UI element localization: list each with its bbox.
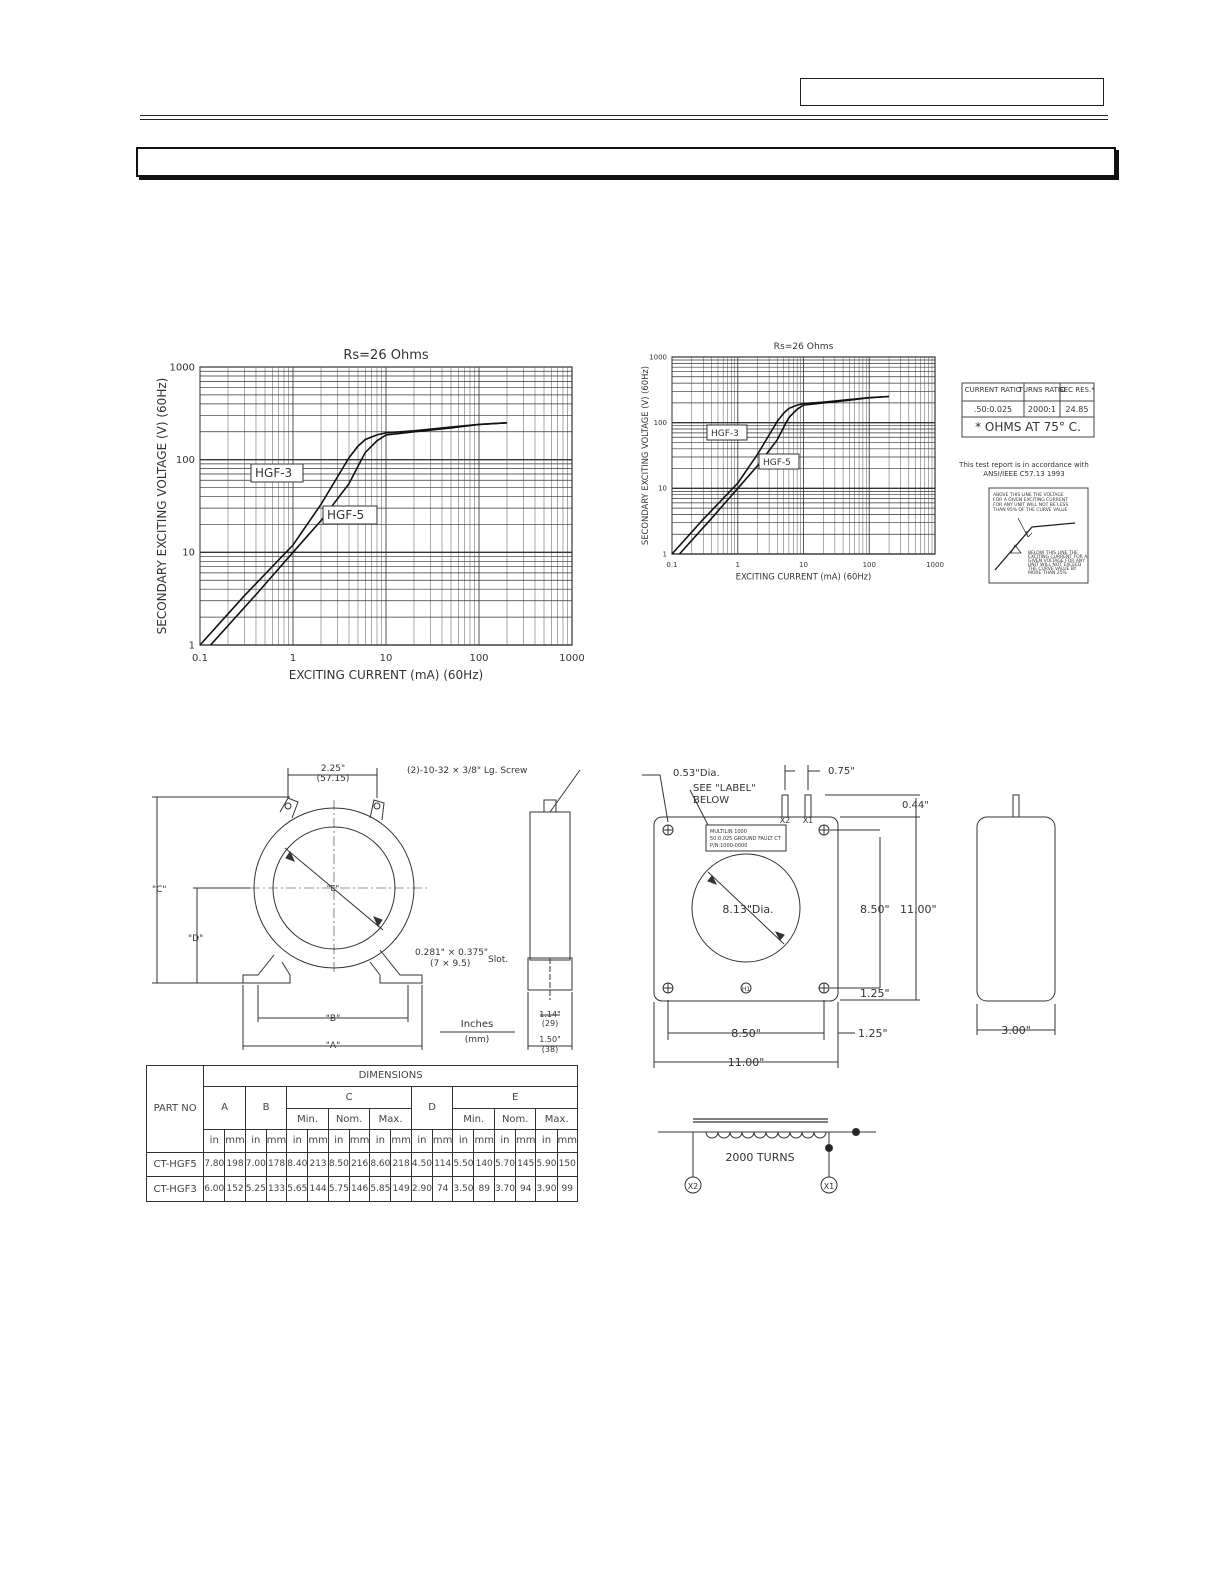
side-dim1: 1.14": [539, 1010, 561, 1019]
label-e: "E": [326, 884, 340, 893]
svg-text:EXCITING CURRENT FOR A: EXCITING CURRENT FOR A: [1028, 555, 1088, 560]
see-label: SEE "LABEL": [693, 783, 756, 794]
bore-dia: 8.13"Dia.: [722, 903, 774, 916]
value-cell: 8.50: [328, 1152, 349, 1177]
value-cell: 8.40: [287, 1152, 308, 1177]
turns-label: 2000 TURNS: [725, 1151, 795, 1164]
value-cell: 5.25: [245, 1177, 266, 1202]
series-annotation-label: HGF-5: [763, 457, 791, 468]
ratio-header-turns: TURNS RATIO: [1018, 386, 1066, 394]
ratio-value-current: .50:0.025: [973, 405, 1013, 414]
unit-mm-cell: mm: [432, 1129, 452, 1152]
svg-text:ABOVE THIS LINE THE VOLTAGE: ABOVE THIS LINE THE VOLTAGE: [993, 493, 1064, 498]
col-c-nom: Nom.: [328, 1109, 370, 1130]
x-axis-label: EXCITING CURRENT (mA) (60Hz): [735, 571, 872, 582]
excitation-chart-main: [155, 348, 585, 682]
terminal-x1: X1: [802, 816, 814, 825]
unit-in-cell: in: [287, 1129, 308, 1152]
col-e-nom: Nom.: [494, 1109, 536, 1130]
value-cell: 5.70: [494, 1152, 515, 1177]
y-tick-label: 1000: [169, 362, 195, 374]
part-no-header: PART NO: [147, 1066, 204, 1153]
ratio-header-current: CURRENT RATIO: [964, 386, 1022, 394]
value-cell: 5.85: [370, 1177, 391, 1202]
dim-width: 2.25": [320, 764, 346, 774]
y-tick-label: 10: [182, 547, 195, 559]
value-cell: 99: [557, 1177, 577, 1202]
series-annotation-label: HGF-3: [711, 428, 739, 439]
unit-mm-cell: mm: [515, 1129, 535, 1152]
value-cell: 89: [474, 1177, 494, 1202]
col-e-min: Min.: [453, 1109, 495, 1130]
value-cell: 3.50: [453, 1177, 474, 1202]
value-cell: 216: [349, 1152, 369, 1177]
chart-title: Rs=26 Ohms: [343, 348, 429, 363]
table-row: [147, 1152, 578, 1177]
unit-in-cell: in: [494, 1129, 515, 1152]
value-cell: 6.00: [204, 1177, 225, 1202]
x-tick-label: 100: [469, 653, 489, 664]
value-cell: 7.00: [245, 1152, 266, 1177]
y-tick-label: 10: [658, 484, 667, 493]
value-cell: 145: [515, 1152, 535, 1177]
svg-text:FOR A GIVEN EXCITING CURRENT: FOR A GIVEN EXCITING CURRENT: [993, 498, 1068, 503]
value-cell: 7.80: [204, 1152, 225, 1177]
drawing-hgf-front: [152, 768, 580, 1050]
dim-850-v: 8.50": [860, 903, 890, 916]
units-mm: (mm): [464, 1035, 490, 1045]
unit-mm-cell: mm: [266, 1129, 286, 1152]
side-dim2: 1.50": [539, 1035, 561, 1044]
h1-mark: H1: [741, 986, 751, 993]
unit-in-cell: in: [536, 1129, 557, 1152]
value-cell: 3.70: [494, 1177, 515, 1202]
value-cell: 152: [225, 1177, 245, 1202]
y-tick-label: 1: [662, 550, 667, 559]
side-dim2-mm: (38): [541, 1045, 559, 1054]
series-annotation-label: HGF-5: [327, 507, 365, 522]
svg-text:UNIT WILL NOT EXCEED: UNIT WILL NOT EXCEED: [1028, 563, 1082, 568]
x-tick-label: 1: [289, 653, 297, 664]
screw-note: (2)-10-32 × 3/8" Lg. Screw: [407, 766, 528, 776]
series-line-hgf-3: [672, 397, 889, 555]
x-tick-label: 1000: [926, 561, 944, 569]
see-label-below: BELOW: [693, 795, 730, 806]
side-dim1-mm: (29): [541, 1019, 559, 1028]
value-cell: 5.65: [287, 1177, 308, 1202]
value-cell: 133: [266, 1177, 286, 1202]
unit-mm-cell: mm: [349, 1129, 369, 1152]
hole-dia: 0.53"Dia.: [673, 768, 720, 779]
series-line-hgf-5: [680, 397, 890, 555]
value-cell: 140: [474, 1152, 494, 1177]
label-plate-1: MULTILIN 1000: [710, 829, 747, 835]
col-e-max: Max.: [536, 1109, 578, 1130]
svg-text:GIVEN VOLTAGE FOR ANY: GIVEN VOLTAGE FOR ANY: [1028, 559, 1086, 564]
unit-mm-cell: mm: [308, 1129, 328, 1152]
dim-044: 0.44": [902, 800, 929, 811]
label-c: "C": [152, 885, 167, 895]
dim-125-h: 1.25": [858, 1027, 888, 1040]
value-cell: 2.90: [411, 1177, 432, 1202]
value-cell: 3.90: [536, 1177, 557, 1202]
unit-in-cell: in: [328, 1129, 349, 1152]
col-c-min: Min.: [287, 1109, 329, 1130]
x-tick-label: 0.1: [666, 561, 678, 569]
value-cell: 4.50: [411, 1152, 432, 1177]
label-a: "A": [325, 1041, 341, 1051]
ratio-value-turns: 2000:1: [1027, 405, 1057, 414]
unit-mm-cell: mm: [474, 1129, 494, 1152]
chart-title: Rs=26 Ohms: [773, 342, 834, 352]
unit-in-cell: in: [370, 1129, 391, 1152]
value-cell: 146: [349, 1177, 369, 1202]
series-annotation-label: HGF-3: [255, 465, 293, 480]
value-cell: 94: [515, 1177, 535, 1202]
slot-note: 0.281" × 0.375": [415, 948, 489, 958]
unit-mm-cell: mm: [391, 1129, 411, 1152]
col-e: E: [453, 1086, 578, 1109]
series-line-hgf-3: [200, 423, 507, 645]
value-cell: 150: [557, 1152, 577, 1177]
schematic-x1: X1: [823, 1182, 835, 1191]
x-axis-label: EXCITING CURRENT (mA) (60Hz): [288, 668, 484, 682]
svg-text:FOR ANY UNIT WILL NOT BE LESS: FOR ANY UNIT WILL NOT BE LESS: [993, 503, 1069, 508]
dim-125-v: 1.25": [860, 987, 890, 1000]
y-tick-label: 100: [175, 455, 195, 466]
dim-width-mm: (57.15): [316, 774, 350, 784]
label-plate-2: 50:0.025 GROUND FAULT CT: [710, 836, 781, 842]
y-axis-label: SECONDARY EXCITING VOLTAGE (V) (60Hz): [155, 377, 169, 635]
dim-300: 3.00": [1001, 1024, 1031, 1037]
unit-mm-cell: mm: [225, 1129, 245, 1152]
units-inches: Inches: [460, 1019, 494, 1030]
col-c-max: Max.: [370, 1109, 412, 1130]
slot-mm: (7 × 9.5): [430, 959, 471, 969]
value-cell: 213: [308, 1152, 328, 1177]
value-cell: 178: [266, 1152, 286, 1177]
ratio-value-sec: 24.85: [1065, 405, 1089, 414]
tolerance-inset: [989, 488, 1088, 583]
series-line-hgf-5: [211, 423, 507, 645]
dimensions-table: [146, 1065, 578, 1202]
part-cell: CT-HGF5: [147, 1152, 204, 1177]
unit-mm-cell: mm: [557, 1129, 577, 1152]
ratio-footnote: * OHMS AT 75° C.: [975, 420, 1081, 434]
y-tick-label: 100: [653, 419, 667, 427]
value-cell: 218: [391, 1152, 411, 1177]
dimensions-title: DIMENSIONS: [204, 1066, 578, 1087]
col-d: D: [411, 1086, 453, 1129]
label-b: "B": [325, 1014, 341, 1024]
x-tick-label: 10: [379, 653, 393, 664]
svg-text:MORE THAN 25%: MORE THAN 25%: [1028, 571, 1067, 576]
x-tick-label: 1000: [559, 653, 585, 664]
compliance-note-1: This test report is in accordance with: [959, 461, 1089, 469]
svg-text:THAN 95% OF THE CURVE VALUE: THAN 95% OF THE CURVE VALUE: [993, 508, 1068, 513]
y-tick-label: 1000: [649, 353, 667, 362]
value-cell: 198: [225, 1152, 245, 1177]
x-tick-label: 0.1: [192, 653, 208, 664]
part-cell: CT-HGF3: [147, 1177, 204, 1202]
ratio-header-sec: SEC RES.*: [1059, 386, 1095, 394]
dim-1100-v: 11.00": [900, 903, 937, 916]
unit-in-cell: in: [411, 1129, 432, 1152]
label-plate-3: P/N:1000-0000: [710, 843, 748, 849]
value-cell: 5.50: [453, 1152, 474, 1177]
col-c: C: [287, 1086, 412, 1109]
y-tick-label: 1: [188, 640, 195, 652]
excitation-chart-small: [640, 342, 944, 582]
units-row: [147, 1129, 578, 1152]
value-cell: 5.75: [328, 1177, 349, 1202]
compliance-note-2: ANSI/IEEE C57.13 1993: [983, 470, 1065, 478]
value-cell: 114: [432, 1152, 452, 1177]
ratio-table: [962, 383, 1095, 437]
dim-850-h: 8.50": [731, 1027, 761, 1040]
value-cell: 149: [391, 1177, 411, 1202]
terminal-x2: X2: [779, 816, 791, 825]
unit-in-cell: in: [204, 1129, 225, 1152]
svg-text:THE CURVE VALUE BY: THE CURVE VALUE BY: [1028, 567, 1077, 572]
value-cell: 144: [308, 1177, 328, 1202]
schematic-x2: X2: [687, 1182, 699, 1191]
value-cell: 8.60: [370, 1152, 391, 1177]
x-tick-label: 100: [862, 561, 876, 569]
x-tick-label: 1: [735, 561, 740, 569]
table-row: [147, 1177, 578, 1202]
value-cell: 5.90: [536, 1152, 557, 1177]
svg-text:BELOW THIS LINE THE: BELOW THIS LINE THE: [1028, 551, 1078, 556]
value-cell: 74: [432, 1177, 452, 1202]
col-a: A: [204, 1086, 246, 1129]
dim-1100-h: 11.00": [727, 1056, 765, 1069]
unit-in-cell: in: [453, 1129, 474, 1152]
drawing-ct-front: [642, 765, 1055, 1068]
dim-075: 0.75": [828, 766, 855, 777]
col-b: B: [245, 1086, 287, 1129]
y-axis-label: SECONDARY EXCITING VOLTAGE (V) (60Hz): [640, 365, 651, 546]
x-tick-label: 10: [799, 561, 808, 569]
label-d: "D": [188, 934, 204, 944]
unit-in-cell: in: [245, 1129, 266, 1152]
slot-word: Slot.: [488, 955, 509, 965]
